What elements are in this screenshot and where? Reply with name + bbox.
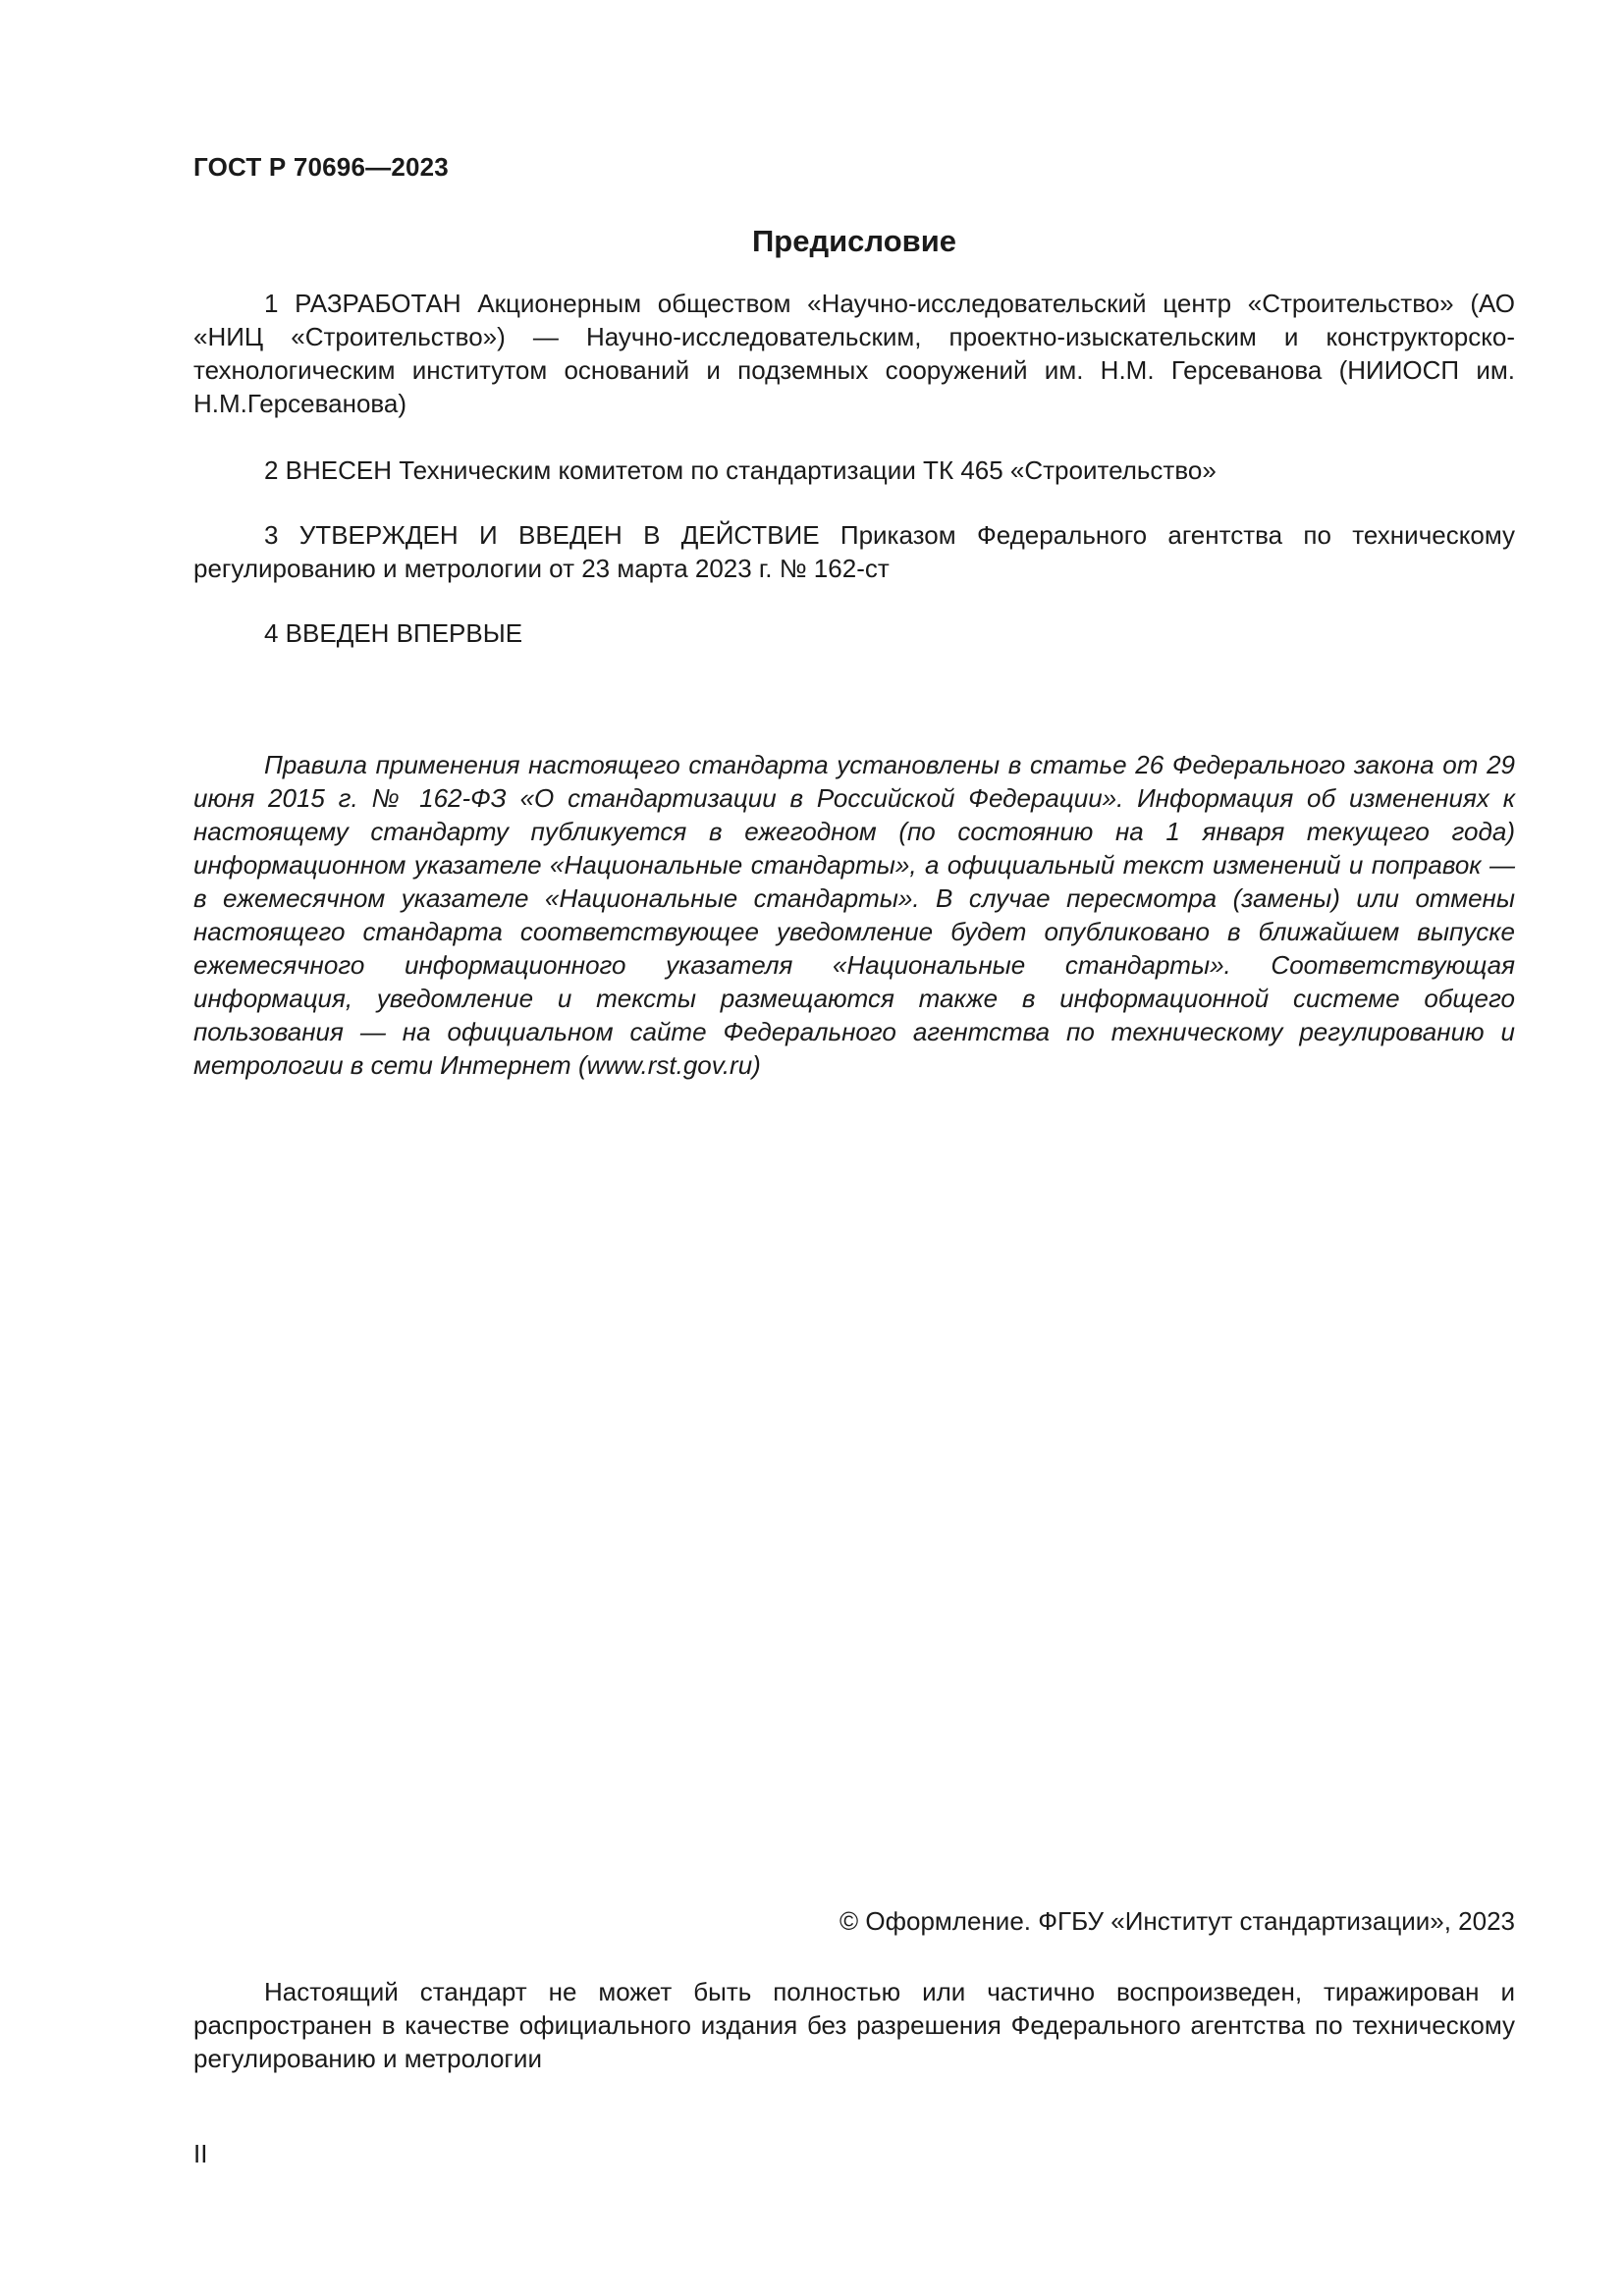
paragraph-introduced [193, 454, 1515, 487]
note-text: Правила применения настоящего стандарта установлены в статье 26 Федерального закона от 29 июня 2015 г. № 162-ФЗ «О стандартизации в Российской Федерации». Информация об изменениях к настоящему стандарту публикуется в ежегодном (по состоянию на 1 января текущего года) информационном указателе «Национальные стандарты», а официальный текст изменений и поправок — в ежемесячном указателе «Национальные стандарты». В случае пересмотра (замены) или отмены настоящего стандарта соответствующее уведомление будет опубликовано в ближайшем выпуске ежемесячного информационного указателя «Национальные стандарты». Соответствующая информация, уведомление и тексты размещаются также в информационной системе общего пользования — на официальном сайте Федерального агентства по техническому регулированию и метрологии в сети Интернет (www.rst.gov.ru) [193, 750, 1515, 1080]
paragraph-text: 2 ВНЕСЕН Техническим комитетом по стандартизации ТК 465 «Строительство» [264, 455, 1217, 485]
paragraph-text: 3 УТВЕРЖДЕН И ВВЕДЕН В ДЕЙСТВИЕ Приказом Федерального агентства по техническому регулированию и метрологии от 23 марта 2023 г. № 162-ст [193, 520, 1515, 583]
notice-text: Настоящий стандарт не может быть полностью или частично воспроизведен, тиражирован и распространен в качестве официального издания без разрешения Федерального агентства по техническому регулированию и метрологии [193, 1977, 1515, 2073]
application-rules-note [193, 748, 1515, 1082]
paragraph-developed [193, 287, 1515, 420]
standard-id: ГОСТ Р 70696—2023 [193, 152, 449, 182]
page-number: II [193, 2139, 208, 2168]
copyright-line: © Оформление. ФГБУ «Институт стандартизации», 2023 [839, 1906, 1515, 1936]
paragraph-text: 4 ВВЕДЕН ВПЕРВЫЕ [264, 618, 523, 648]
paragraph-text: 1 РАЗРАБОТАН Акционерным обществом «Научно-исследовательский центр «Строительство» (АО «НИЦ «Строительство») — Научно-исследовательским, проектно-изыскательским и конструкторско-технологическим институтом оснований и подземных сооружений им. Н.М. Герсеванова (НИИОСП им. Н.М.Герсеванова) [193, 289, 1515, 418]
paragraph-approved [193, 518, 1515, 585]
page-title: Предисловие [751, 224, 956, 258]
reproduction-notice [193, 1975, 1515, 2075]
paragraph-first-time [193, 616, 1515, 650]
